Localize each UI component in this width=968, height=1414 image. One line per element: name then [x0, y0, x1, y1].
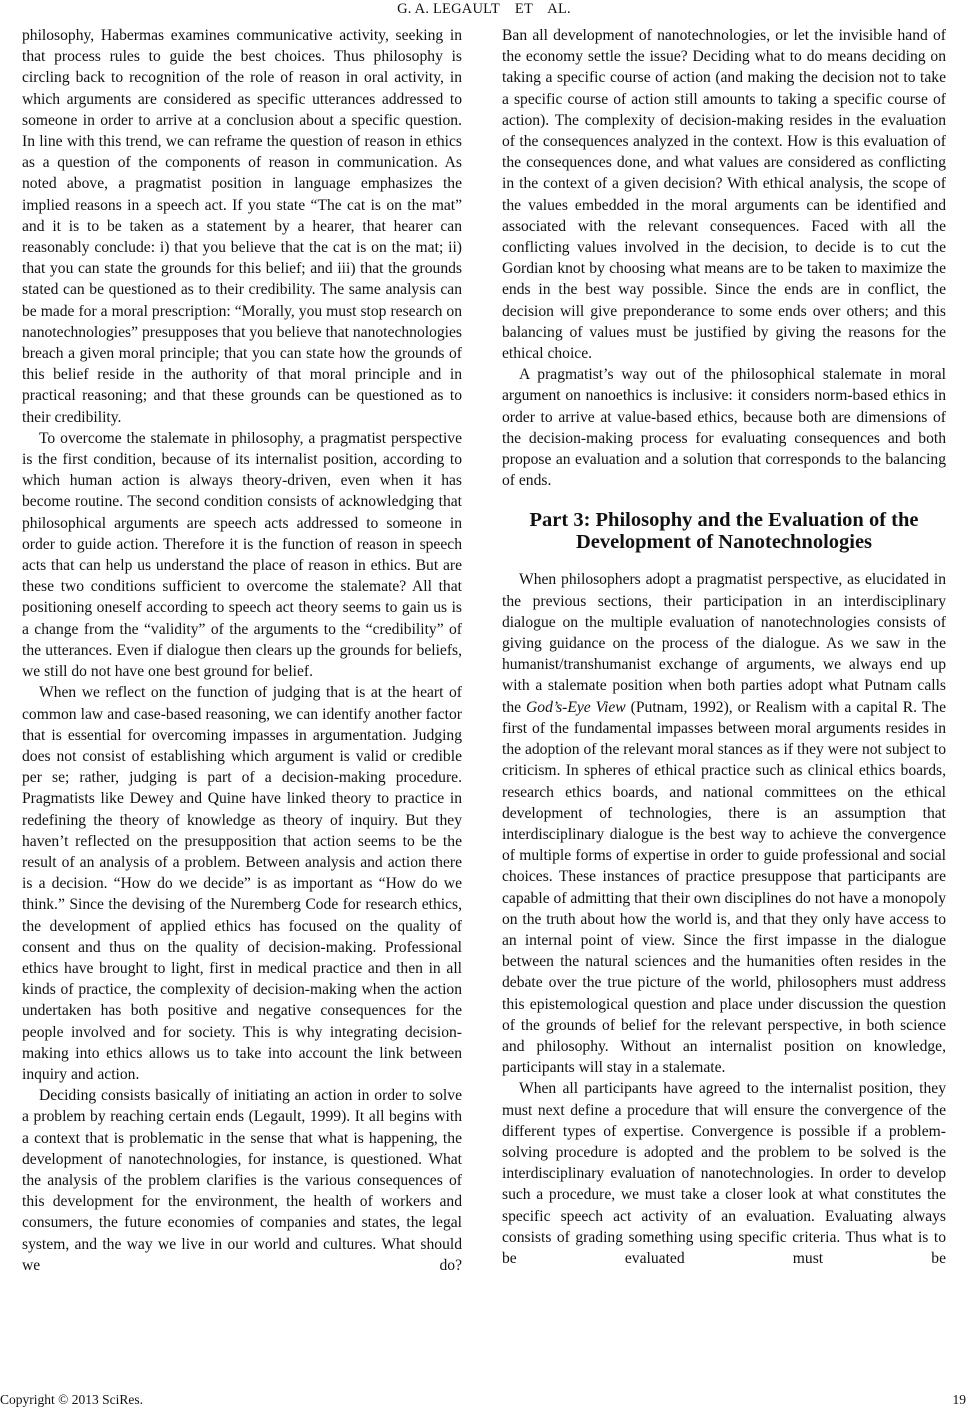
section-heading: Part 3: Philosophy and the Evaluation of the Development of Nanotechnologies: [529, 509, 919, 554]
italic-term: God’s-Eye View: [526, 698, 626, 716]
running-head: G. A. LEGAULT ET AL.: [397, 1, 571, 17]
left-column: [22, 25, 462, 1276]
right-column: [502, 25, 946, 1269]
paragraph: When all participants have agreed to the internalist position, they must next define a procedure that will ensure the convergence of the different types of expertise. Convergence is possible if a problem-solving procedure is adopted and the problem to be solved is the interdisciplinary evaluation of nanotechnologies. In order to develop such a procedure, we must take a closer look at what constitutes the specific speech act activity of an evaluation. Evaluating always consists of grading something using specific criteria. Thus what is to be evaluated must be: [502, 1080, 946, 1267]
paragraph-text: When philosophers adopt a pragmatist perspective, as elucidated in the previous sections, their participation in an interdisciplinary dialogue on the multiple evaluation of nanotechnologies consists of giving guidance on the process of the dialogue. As we saw in the humanist/transhumanist exchange of arguments, we always end up with a stalemate position when both parties adopt what Putnam calls the: [502, 571, 946, 716]
paragraph: When we reflect on the function of judging that is at the heart of common law and case-based reasoning, we can identify another factor that is essential for overcoming impasses in argumentation. Judging does not consist of establishing which argument is valid or credible per se; rather, judging is part of a decision-making procedure. Pragmatists like Dewey and Quine have linked theory to practice in redefining the theory of knowledge as theory of inquiry. But they haven’t reflected on the presupposition that action seems to be the result of an analysis of a problem. Between analysis and action there is a decision. “How do we decide” is as important as “How do we think.” Since the devising of the Nuremberg Code for research ethics, the development of applied ethics has focused on the quality of consent and thus on the quality of decision-making. Professional ethics have brought to light, first in medical practice and then in all kinds of practice, the complexity of decision-making when the action undertaken has both positive and negative consequences for the people involved and for society. This is why integrating decision-making into ethics allows us to take into account the link between inquiry and action.: [22, 684, 462, 1083]
copyright-notice: Copyright © 2013 SciRes.: [0, 1392, 144, 1407]
paragraph: To overcome the stalemate in philosophy, a pragmatist perspective is the first condition, because of its internalist position, according to which human action is always theory-driven, even when it has become routine. The second condition consists of acknowledging that philosophical arguments are speech acts addressed to someone in order to guide action. Therefore it is the function of reason in speech acts that can help us understand the place of reason in ethics. But are these two conditions sufficient to overcome the stalemate? All that positioning oneself according to speech act theory seems to gain us is a change from the “validity” of the arguments to the “credibility” of the utterances. Even if dialogue then clears up the grounds for beliefs, we still do not have one best ground for belief.: [22, 429, 462, 681]
paragraph: [502, 569, 946, 1078]
paragraph: Ban all development of nanotechnologies, or let the invisible hand of the economy settle the issue? Deciding what to do means deciding on taking a specific course of action (and making the decision not to take a specific course of action still amounts to taking a specific course of action). The complexity of decision-making resides in the evaluation of the consequences analyzed in the context. How is this evaluation of the consequences done, and what values are considered as conflicting in the context of a given decision? With ethical analysis, the scope of the values embedded in the moral arguments can be identified and associated with the relevant consequences. Faced with all the conflicting values involved in the decision, to decide is to cut the Gordian knot by choosing what means are to be taken to maximize the ends in the best way possible. Since the ends are in conflict, the decision will give preponderance to some ends over others; and this balancing of values must be justified by giving the reasons for the ethical choice.: [502, 27, 946, 363]
paragraph: philosophy, Habermas examines communicative activity, seeking in that process rules to guide the best choices. Thus philosophy is circling back to recognition of the role of reason in oral activity, in which arguments are considered as specific utterances addressed to someone in order to arrive at a conclusion about a specific question. In line with this trend, we can reframe the question of reason in ethics as a question of the components of reason in communication. As noted above, a pragmatist position in language emphasizes the implied reasons in a speech act. If you state “The cat is on the mat” and it is to be taken as a statement by a hearer, that hearer can reasonably conclude: i) that you believe that the cat is on the mat; ii) that you can state the grounds for this belief; and iii) that the grounds stated can be questioned as to their credibility. The same analysis can be made for a moral prescription: “Morally, you must stop research on nanotechnologies” presupposes that you believe that nanotechnologies breach a given moral principle; that you can state how the grounds of this belief reside in the authority of that moral principle and in practical reasoning; and that these grounds can be questioned as to their credibility.: [22, 27, 462, 426]
paragraph: Deciding consists basically of initiating an action in order to solve a problem by reaching certain ends (Legault, 1999). It all begins with a context that is problematic in the sense that what is happening, the development of nanotechnologies, for instance, is questioned. What the analysis of the problem clarifies is the various consequences of this development for the environment, the health of workers and consumers, the future economies of companies and states, the legal system, and the way we live in our world and cultures. What should we do?: [22, 1087, 462, 1274]
page-number: 19: [952, 1392, 966, 1407]
paragraph: A pragmatist’s way out of the philosophical stalemate in moral argument on nanoethics is inclusive: it considers norm-based ethics in order to arrive at value-based ethics, because both are dimensions of the decision-making process for evaluating consequences and both propose an evaluation and a solution that corresponds to the balancing of ends.: [502, 366, 946, 490]
paragraph-text: (Putnam, 1992), or Realism with a capital R. The first of the fundamental impasses between moral arguments resides in the adoption of the relevant moral stances as if they were not subject to criticism. In spheres of ethical practice such as clinical ethics boards, research ethics boards, and national committees on the ethical development of technologies, there is an assumption that interdisciplinary dialogue is the best way to achieve the convergence of multiple forms of expertise in order to guide professional and social choices. These instances of practice presuppose that participants are capable of admitting that their own disciplines do not have a monopoly on the truth about how the world is, and that they only have access to an internal point of view. Since the first impasse in the dialogue between the natural sciences and the humanities often resides in the debate over the true picture of the world, philosophers must address this epistemological question and place under discussion the question of the grounds of belief for the relevant perspective, in both science and philosophy. Without an internalist position on knowledge, participants will stay in a stalemate.: [502, 698, 947, 1077]
